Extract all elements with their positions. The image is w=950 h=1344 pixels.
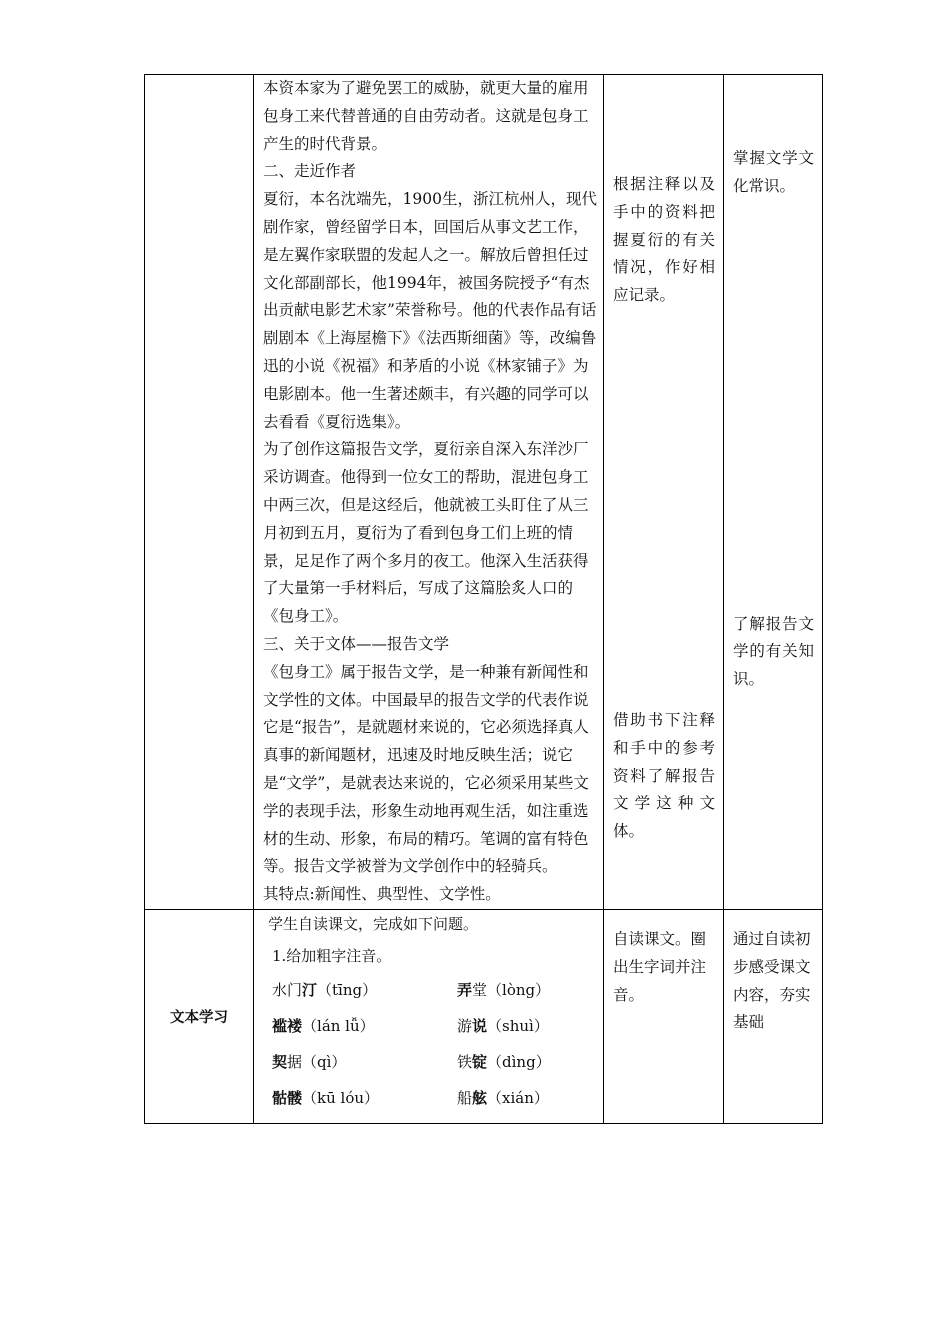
features-paragraph: 其特点:新闻性、典型性、文学性。 bbox=[263, 885, 501, 904]
question-title: 1.给加粗字注音。 bbox=[272, 946, 392, 965]
list-item: 骷髅（kū lóu） bbox=[272, 1088, 380, 1107]
list-item: 弄堂（lòng） bbox=[457, 980, 551, 999]
genre-paragraph: 《包身工》属于报告文学，是一种兼有新闻性和文学性的文体。中国最早的报告文学的代表作说它是“报告”，是就题材来说的，它必须选择真人真事的新闻题材，迅速及时地反映生活；说它是“文学”，是就表达来说的，它必须采用某些文学的表现手法，形象生动地再观生活，如注重选材的生动、形象，布局的精巧。笔调的富有特色等。报告文学被誉为文学创作中的轻骑兵。 bbox=[263, 662, 589, 876]
list-item: 水门汀（tīng） bbox=[272, 980, 378, 999]
empty-label-cell bbox=[145, 75, 254, 910]
section-heading-genre: 三、关于文体——报告文学 bbox=[263, 634, 450, 653]
list-item: 褴褛（lán lǚ） bbox=[272, 1016, 375, 1035]
creation-paragraph: 为了创作这篇报告文学，夏衍亲自深入东洋沙厂采访调查。他得到一位女工的帮助，混进包身工中两三次，但是这经后，他就被工头盯住了从三月初到五月，夏衍为了看到包身工们上班的情景，足足作了两个多月的夜工。他深入生活获得了大量第一手材料后，写成了这篇脍炙人口的《包身工》。 bbox=[263, 440, 589, 626]
list-item: 游说（shuì） bbox=[457, 1016, 549, 1035]
author-paragraph: 夏衍，本名沈端先，1900生，浙江杭州人，现代剧作家，曾经留学日本，回国后从事文艺工作，是左翼作家联盟的发起人之一。解放后曾担任过文化部副部长，他1994年，被国务院授予“有杰出贡献电影艺术家”荣誉称号。他的代表作品有话剧剧本《上海屋檐下》《法西斯细菌》等，改编鲁迅的小说《祝福》和茅盾的小说《林家铺子》为电影剧本。他一生著述颇丰，有兴趣的同学可以去看看《夏衍选集》。 bbox=[263, 190, 597, 431]
text-study-intent: 通过自读初步感受课文内容，夯实基础 bbox=[733, 929, 811, 1032]
text-study-intent-cell bbox=[724, 909, 823, 1123]
lesson-plan-table bbox=[144, 74, 823, 1124]
teaching-content bbox=[254, 75, 603, 909]
design-intent-cell bbox=[724, 75, 823, 910]
section-heading-author: 二、走近作者 bbox=[263, 162, 357, 181]
text-study-intro: 学生自读课文，完成如下问题。 bbox=[268, 914, 479, 933]
student-activity-cell bbox=[604, 75, 724, 910]
row-label-text-study: 文本学习 bbox=[145, 909, 254, 1123]
text-study-content-cell bbox=[254, 909, 604, 1123]
table-row bbox=[145, 909, 823, 1123]
design-intent-literary: 掌握文学文化常识。 bbox=[733, 149, 814, 195]
teaching-content-cell bbox=[254, 75, 604, 910]
student-activity-author: 根据注释以及手中的资料把握夏衍的有关情况，作好相应记录。 bbox=[613, 175, 715, 305]
list-item: 契据（qì） bbox=[272, 1052, 347, 1071]
list-item: 铁锭（dìng） bbox=[457, 1052, 551, 1071]
text-study-activity-cell bbox=[604, 909, 724, 1123]
student-activity-genre: 借助书下注释和手中的参考资料了解报告文学这种文体。 bbox=[613, 710, 715, 841]
design-intent-reportage: 了解报告文学的有关知识。 bbox=[733, 614, 814, 689]
pinyin-list bbox=[272, 978, 597, 1111]
table-row bbox=[145, 75, 823, 910]
background-paragraph: 本资本家为了避免罢工的威胁，就更大量的雇用包身工来代替普通的自由劳动者。这就是包身工产生的时代背景。 bbox=[263, 79, 589, 153]
list-item: 船舷（xián） bbox=[457, 1088, 549, 1107]
text-study-activity: 自读课文。圈出生字词并注音。 bbox=[613, 929, 707, 1004]
